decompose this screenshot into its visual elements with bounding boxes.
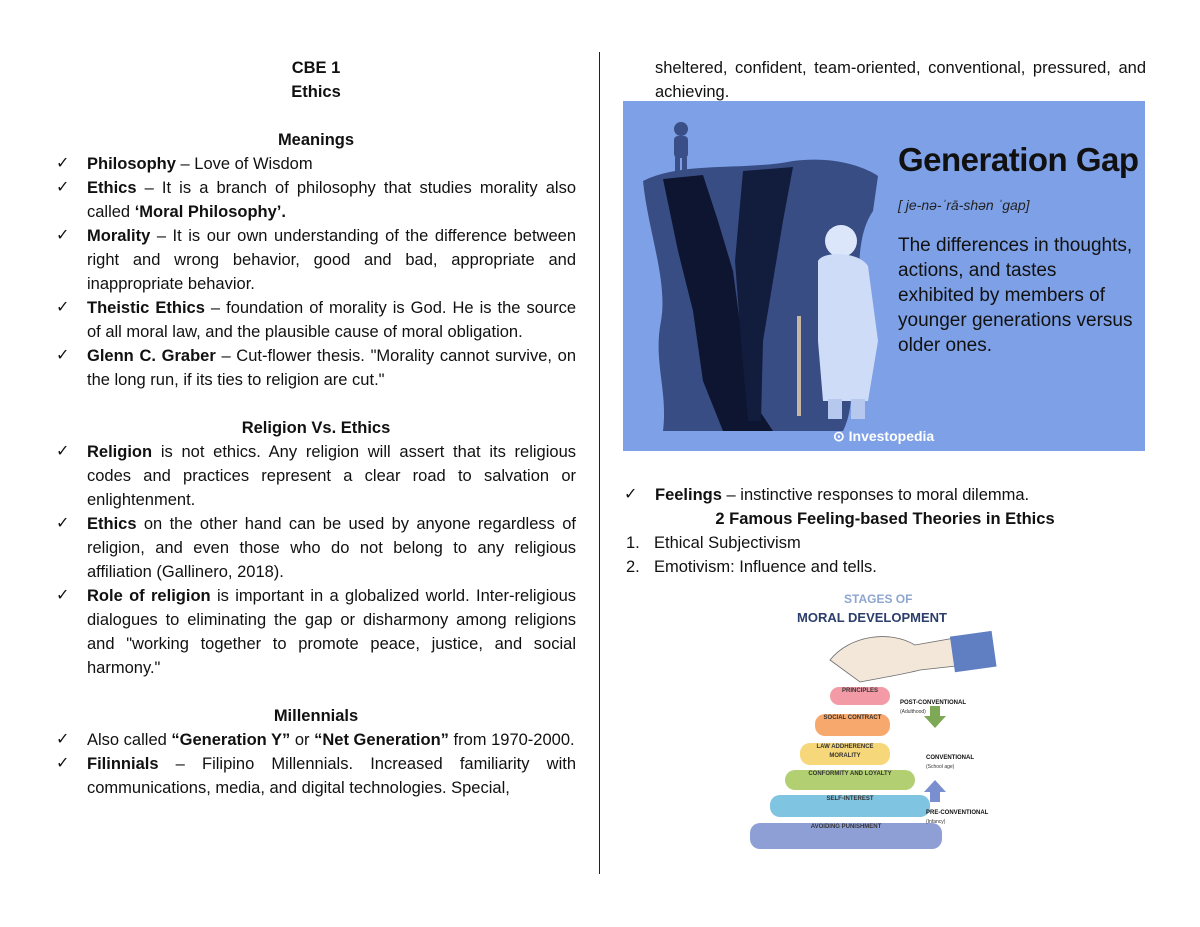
tier-avoiding-punishment: AVOIDING PUNISHMENT bbox=[750, 823, 942, 849]
moral-development-image bbox=[740, 590, 1000, 858]
level-post-conventional-sub: (Adulthood) bbox=[900, 709, 926, 715]
tier-law-adherence: LAW ADDHERENCE MORALITY bbox=[800, 743, 890, 765]
theories-list bbox=[624, 531, 1146, 579]
image-bottom-strip bbox=[623, 451, 1145, 458]
list-item: 1. Ethical Subjectivism bbox=[626, 534, 801, 552]
list-item: ✓ Glenn C. Graber – Cut-flower thesis. "Morality cannot survive, on the long run, if its ties to religion are cut." bbox=[56, 344, 576, 392]
continuation-text: sheltered, confident, team-oriented, conventional, pressured, and achieving. bbox=[655, 59, 1146, 101]
tier-social-contract: SOCIAL CONTRACT bbox=[815, 714, 890, 736]
list-item: ✓ Theistic Ethics – foundation of morality is God. He is the source of all moral law, and the plausible cause of moral obligation. bbox=[56, 296, 576, 344]
list-item: ✓ Ethics – It is a branch of philosophy that studies morality also called ‘Moral Philosophy’. bbox=[56, 176, 576, 224]
list-item: ✓ Morality – It is our own understanding of the difference between right and wrong behavior, good and bad, appropriate and inappropriate behavior. bbox=[56, 224, 576, 296]
meanings-list bbox=[56, 152, 576, 392]
list-item: ✓ Ethics on the other hand can be used by anyone regardless of religion, and even those who do not belong to any religious affiliation (Gallinero, 2018). bbox=[56, 512, 576, 584]
checkmark-icon: ✓ bbox=[56, 731, 70, 748]
checkmark-icon: ✓ bbox=[56, 179, 70, 196]
checkmark-icon: ✓ bbox=[56, 515, 70, 532]
list-item: 2. Emotivism: Influence and tells. bbox=[626, 558, 877, 576]
checkmark-icon: ✓ bbox=[56, 755, 70, 772]
level-post-conventional: POST-CONVENTIONAL bbox=[900, 700, 967, 706]
religion-list bbox=[56, 440, 576, 680]
checkmark-icon: ✓ bbox=[56, 155, 70, 172]
list-item: ✓ Feelings – instinctive responses to moral dilemma. bbox=[624, 483, 1146, 507]
list-item: ✓ Philosophy – Love of Wisdom bbox=[56, 152, 576, 176]
level-pre-conventional-sub: (Infancy) bbox=[926, 819, 946, 825]
image-title-line1: STAGES OF bbox=[844, 592, 913, 606]
list-item: ✓ Also called “Generation Y” or “Net Generation” from 1970-2000. bbox=[56, 728, 576, 752]
left-column bbox=[56, 56, 576, 800]
tier-conformity: CONFORMITY AND LOYALTY bbox=[785, 770, 915, 790]
millennials-heading: Millennials bbox=[273, 707, 359, 725]
column-divider bbox=[599, 52, 600, 874]
right-column bbox=[624, 56, 1146, 104]
millennials-list bbox=[56, 728, 576, 800]
list-item: ✓ Religion is not ethics. Any religion will assert that its religious codes and practices represent a clear road to salvation or enlightenment. bbox=[56, 440, 576, 512]
image-title: Generation Gap bbox=[898, 141, 1139, 178]
checkmark-icon: ✓ bbox=[56, 443, 70, 460]
image-title-line2: MORAL DEVELOPMENT bbox=[797, 610, 947, 625]
generation-gap-image bbox=[623, 101, 1145, 458]
doc-title: Ethics bbox=[291, 83, 341, 101]
checkmark-icon: ✓ bbox=[56, 587, 70, 604]
image-pronunciation: [ je-nə-ˈrā-shən ˈgap] bbox=[898, 197, 1030, 213]
theories-heading: 2 Famous Feeling-based Theories in Ethics bbox=[715, 510, 1055, 528]
tier-self-interest: SELF-INTEREST bbox=[770, 795, 930, 817]
checkmark-icon: ✓ bbox=[624, 486, 638, 503]
list-item: ✓ Role of religion is important in a globalized world. Inter-religious dialogues to eliminating the gap or disharmony among religions and "working together to promote peace, justice, and social harmony." bbox=[56, 584, 576, 680]
meanings-heading: Meanings bbox=[277, 131, 355, 149]
level-pre-conventional: PRE-CONVENTIONAL bbox=[926, 810, 989, 816]
feelings-list bbox=[624, 483, 1146, 507]
level-conventional: CONVENTIONAL bbox=[926, 755, 974, 761]
tier-principles: PRINCIPLES bbox=[830, 687, 890, 705]
list-item: ✓ Filinnials – Filipino Millennials. Increased familiarity with communications, media, and digital technologies. Special, bbox=[56, 752, 576, 800]
checkmark-icon: ✓ bbox=[56, 347, 70, 364]
image-definition: The differences in thoughts, actions, and tastes exhibited by members of younger generations versus older ones. bbox=[898, 235, 1133, 356]
religion-heading: Religion Vs. Ethics bbox=[241, 419, 391, 437]
right-lower-text bbox=[624, 483, 1146, 579]
investopedia-logo: ⊙ Investopedia bbox=[833, 428, 935, 444]
doc-code: CBE 1 bbox=[291, 59, 341, 77]
level-conventional-sub: (School age) bbox=[926, 764, 955, 770]
checkmark-icon: ✓ bbox=[56, 299, 70, 316]
checkmark-icon: ✓ bbox=[56, 227, 70, 244]
